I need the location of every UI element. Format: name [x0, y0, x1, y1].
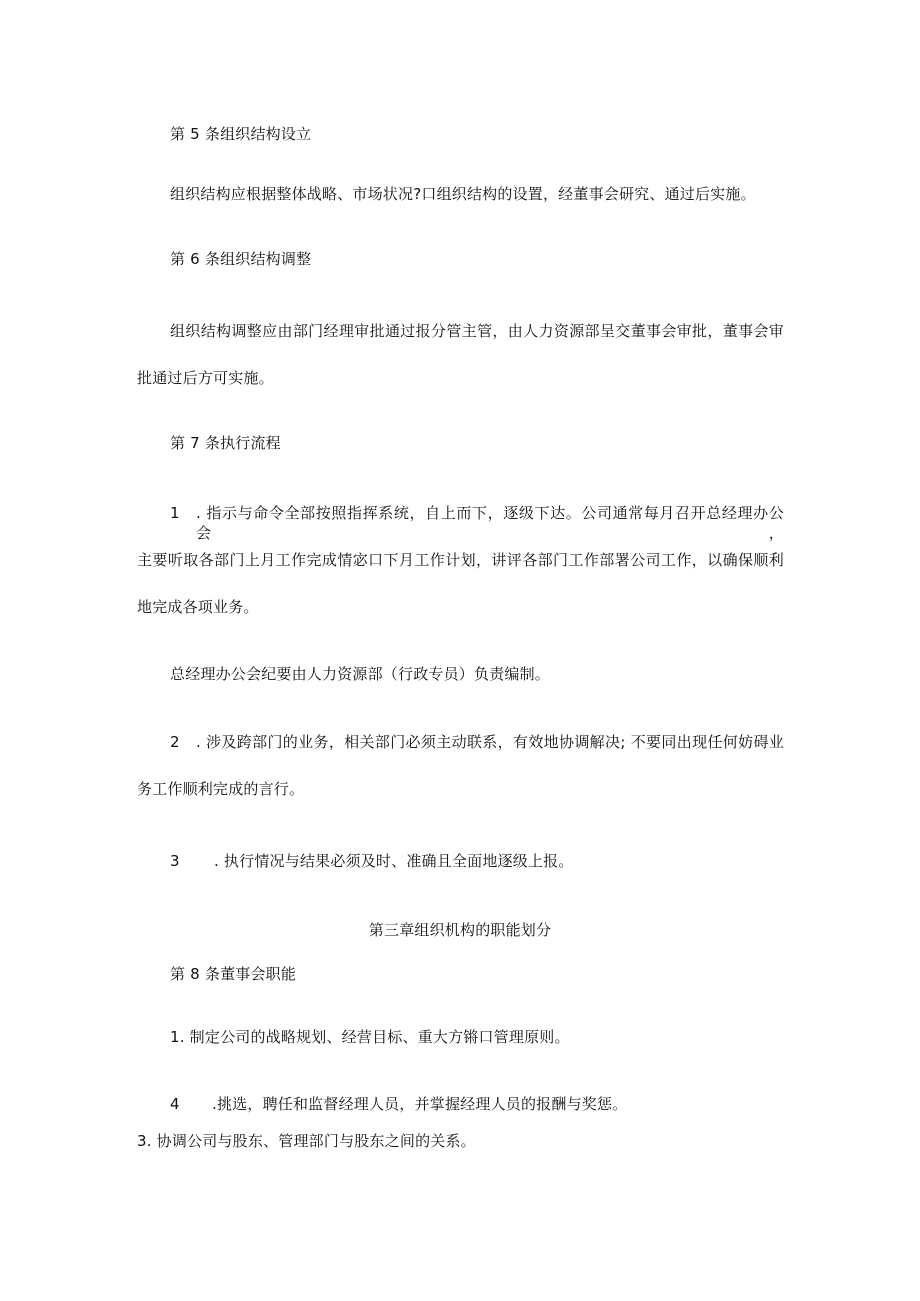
- article-7-item-3-number: 3: [170, 852, 180, 870]
- article-8-item-3: 3. 协调公司与股东、管理部门与股东之间的关系。: [137, 1132, 476, 1150]
- article-7-note: 总经理办公会纪要由人力资源部（行政专员）负责编制。: [170, 665, 551, 683]
- article-8-heading: 第 8 条董事会职能: [170, 965, 297, 983]
- article-7-item-2-line1: . 涉及跨部门的业务，相关部门必须主动联系，有效地协调解决; 不要同出现任何妨碍业: [196, 733, 784, 751]
- article-8-item-2-text: .挑选，聘任和监督经理人员，并掌握经理人员的报酬与奖惩。: [212, 1095, 628, 1113]
- article-8-item-1: 1. 制定公司的战略规划、经营目标、重大方锵口管理原则。: [170, 1028, 570, 1046]
- article-7-heading: 第 7 条执行流程: [170, 434, 281, 452]
- article-5-heading: 第 5 条组织结构设立: [170, 125, 312, 143]
- article-6-body-line1: 组织结构调整应由部门经理审批通过报分管主管，由人力资源部呈交董事会审批，董事会审: [170, 322, 784, 340]
- article-7-item-1-line1: . 指示与命令全部按照指挥系统，自上而下，逐级下达。公司通常每月召开总经理办公会，: [196, 504, 784, 542]
- article-7-item-1-number: 1: [170, 504, 180, 522]
- article-7-item-2-line2: 务工作顺利完成的言行。: [137, 780, 305, 798]
- chapter-3-heading: 第三章组织机构的职能划分: [368, 921, 552, 939]
- article-6-body-line2: 批通过后方可实施。: [137, 369, 274, 387]
- article-6-heading: 第 6 条组织结构调整: [170, 250, 312, 268]
- article-7-item-3-text: . 执行情况与结果必须及时、准确且全面地逐级上报。: [214, 852, 574, 870]
- article-7-item-1-line3: 地完成各项业务。: [137, 598, 259, 616]
- article-7-item-2-number: 2: [170, 733, 180, 751]
- article-5-body: 组织结构应根据整体战略、市场状况?口组织结构的设置，经董事会研究、通过后实施。: [170, 185, 756, 203]
- article-8-item-2-number: 4: [170, 1095, 180, 1113]
- article-7-item-1-line2: 主要听取各部门上月工作完成情宓口下月工作计划，讲评各部门工作部署公司工作，以确保顺利: [137, 551, 784, 569]
